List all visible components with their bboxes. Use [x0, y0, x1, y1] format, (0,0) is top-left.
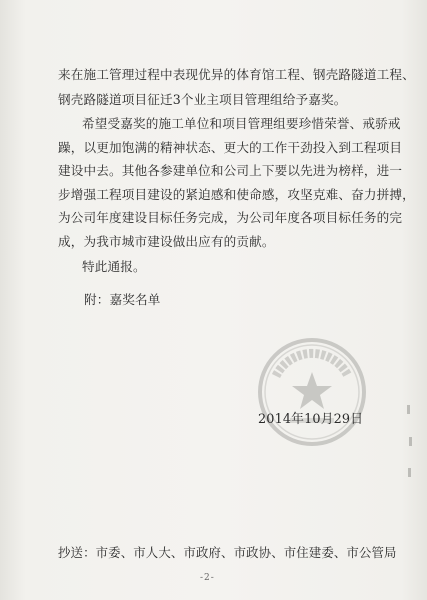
scan-artifact	[407, 405, 410, 414]
scan-artifact	[408, 468, 411, 477]
issue-date: 2014年10月29日	[258, 412, 364, 427]
body-line: 躁，以更加饱满的精神状态、更大的工作干劲投入到工程项目	[58, 140, 403, 155]
body-line: 步增强工程项目建设的紧迫感和使命感，攻坚克难、奋力拼搏，	[58, 187, 415, 202]
body-line: 来在施工管理过程中表现优异的体育馆工程、钢壳路隧道工程、	[58, 67, 415, 82]
scan-artifact	[409, 437, 412, 446]
body-line: 成，为我市城市建设做出应有的贡献。	[58, 234, 275, 249]
closing-notice: 特此通报。	[82, 259, 146, 274]
official-seal-stamp	[256, 336, 368, 448]
body-line: 钢壳路隧道项目征迁3个业主项目管理组给予嘉奖。	[58, 92, 347, 107]
attachment-note: 附：嘉奖名单	[84, 292, 161, 307]
page-number: -2-	[200, 573, 215, 583]
body-line: 为公司年度建设目标任务完成，为公司年度各项目标任务的完	[58, 210, 403, 225]
body-line: 希望受嘉奖的施工单位和项目管理组要珍惜荣誉、戒骄戒	[82, 116, 401, 131]
cc-recipients: 抄送：市委、市人大、市政府、市政协、市住建委、市公管局	[58, 545, 397, 560]
body-line: 建设中去。其他各参建单位和公司上下要以先进为榜样，进一	[58, 163, 403, 178]
